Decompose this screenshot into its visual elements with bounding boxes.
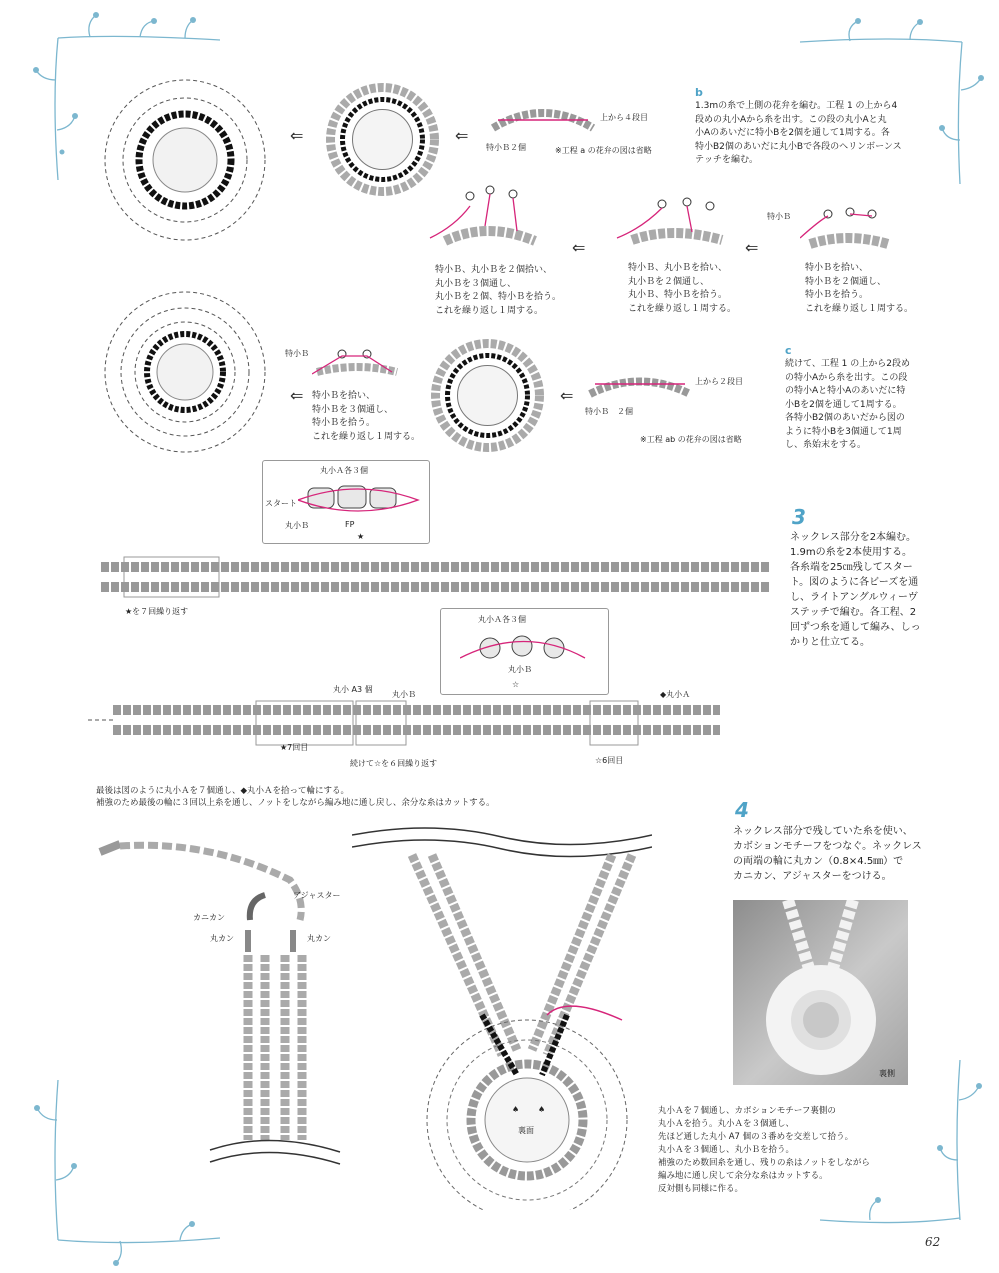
label-white-star-6: ☆6回目 <box>595 756 624 765</box>
label-star-repeat: ★を７回繰り返す <box>125 607 189 616</box>
bead-detail-star <box>298 478 423 518</box>
label-maru-b: 丸小Ｂ <box>285 521 309 530</box>
label-start: スタート <box>265 499 297 508</box>
label-diamond-maru-a: ◆丸小Ａ <box>660 690 691 699</box>
label-tokusho-b-arrow-2: 特小Ｂ <box>285 349 309 358</box>
label-fp: FP <box>345 520 355 529</box>
label-continue-repeat: 続けて☆を６回繰り返す <box>350 759 438 768</box>
step-4-number: 4 <box>735 798 749 822</box>
label-marukan-right: 丸カン <box>307 934 331 943</box>
step-3-text: ネックレス部分を2本編む。 1.9mの糸を2本使用する。 各糸端を25㎝残してスター ト。図のように各ビーズを通 し、ライトアングルウィーヴ ステッチで編む。各工程、2 回ずつ糸を通して編み、しっ かりと仕立てる。 <box>790 532 921 648</box>
spade-marker-b: ♠ <box>538 1105 546 1114</box>
label-kanikan: カニカン <box>193 913 225 922</box>
step-c-label: c <box>785 344 792 357</box>
petal-diagram-2 <box>612 188 732 250</box>
label-from-top-2: 上から２段目 <box>695 377 743 386</box>
necklace-strand-2 <box>88 698 728 748</box>
label-star: ★ <box>357 532 365 541</box>
label-maru-b3: 丸小Ｂ <box>392 690 416 699</box>
arrow-symbol: ⇐ <box>290 126 304 145</box>
clasp-diagram <box>90 830 355 1180</box>
label-maru-a-3: 丸小Ａ各３個 <box>320 466 368 475</box>
arrow-symbol: ⇐ <box>455 126 469 145</box>
petal-diagram-3 <box>425 176 550 251</box>
bead-row-diagram-2 <box>585 364 695 404</box>
note-ab: ※工程 ab の花弁の図は省略 <box>640 435 742 444</box>
label-back-photo: 裏側 <box>879 1069 895 1078</box>
instruction-2: 特小Ｂ、丸小Ｂを拾い、 丸小Ｂを２個通し、 丸小Ｂ、特小Ｂを拾う。 これを繰り返し１周する。 <box>628 263 737 314</box>
label-from-top-4: 上から４段目 <box>600 113 648 122</box>
pendant-photo-illustration <box>733 900 908 1085</box>
flower-diagram-large-2 <box>95 282 275 462</box>
label-white-star: ☆ <box>512 680 520 689</box>
label-maru-a3: 丸小 A3 個 <box>333 685 373 694</box>
label-star-7: ★7回目 <box>280 743 309 752</box>
step-c-text: 続けて、工程 1 の上から2段め の特小Aから糸を出す。この段 の特小Aと特小Aのあいだに特 小Bを2個を通して1周する。 各特小B2個のあいだから図の ように特小Bを3個通して1周 し、糸始末をする。 <box>785 359 910 450</box>
label-maru-a-3b: 丸小Ａ各３個 <box>478 615 526 624</box>
spade-marker-a: ♠ <box>512 1105 520 1114</box>
step-b-label: b <box>695 86 703 99</box>
ring-diagram-2 <box>430 338 545 453</box>
step-4-text: ネックレス部分で残していた糸を使い、 カボションモチーフをつなぐ。ネックレス の両端の輪に丸カン（0.8×4.5㎜）で カニカン、アジャスターをつける。 <box>733 826 922 882</box>
ring-diagram-1 <box>325 82 440 197</box>
necklace-strand-1 <box>96 552 776 602</box>
instruction-1: 特小Ｂを拾い、 特小Ｂを２個通し、 特小Ｂを拾う。 これを繰り返し１周する。 <box>805 263 914 314</box>
instruction-4: 特小Ｂを拾い、 特小Ｂを３個通し、 特小Ｂを拾う。 これを繰り返し１周する。 <box>312 391 421 442</box>
instruction-3: 特小Ｂ、丸小Ｂを２個拾い、 丸小Ｂを３個通し、 丸小Ｂを２個、特小Ｂを拾う。 これを繰り返し１周する。 <box>435 265 562 316</box>
arrow-symbol: ⇐ <box>745 238 759 257</box>
step-b-text: 1.3mの糸で上側の花弁を編む。工程 1 の上から4 段めの丸小Aから糸を出す。この段の丸小Aと丸 小Aのあいだに特小Bを2個を通して1周する。各 特小B2個のあいだに丸小Bで各段のヘリンボーンス テッチを編む。 <box>695 101 902 165</box>
arrow-symbol: ⇐ <box>290 386 304 405</box>
final-instruction: 最後は図のように丸小Ａを７個通し、◆丸小Ａを拾って輪にする。 補強のため最後の輪に３回以上糸を通し、ノットをしながら編み地に通し戻し、余分な糸はカットする。 <box>96 786 495 808</box>
label-tokusho-b-2: 特小Ｂ２個 <box>486 143 526 152</box>
petal-diagram-1 <box>800 200 895 255</box>
flower-diagram-large-1 <box>95 70 275 250</box>
petal-diagram-4 <box>312 342 402 382</box>
arrow-symbol: ⇐ <box>560 386 574 405</box>
step-3-number: 3 <box>792 505 806 529</box>
spade-instruction: 丸小Ａを７個通し、カボションモチーフ裏側の 丸小Ａを拾う。丸小Ａを３個通し、 先ほど通した丸小 A7 個の３番めを交差して拾う。 丸小Ａを３個通し、丸小Ｂを拾う。 補強のため数回糸を通し、残りの糸はノットをしながら 編み地に通し戻して余分な糸はカットする。 反対側も同様に作る。 <box>658 1106 870 1194</box>
arrow-symbol: ⇐ <box>572 238 586 257</box>
back-photo <box>733 900 908 1085</box>
pendant-attachment-diagram <box>352 825 652 1210</box>
label-maru-b2: 丸小Ｂ <box>508 665 532 674</box>
label-tokusho-b-arrow: 特小Ｂ <box>767 212 791 221</box>
label-adjuster: アジャスター <box>293 891 341 900</box>
label-tokusho-b-2b: 特小Ｂ ２個 <box>585 407 633 416</box>
label-marukan-left: 丸カン <box>210 934 234 943</box>
page-number: 62 <box>925 1235 941 1249</box>
label-back-face: 裏面 <box>518 1126 534 1135</box>
bead-row-diagram-1 <box>488 98 598 138</box>
note-a: ※工程 a の花弁の図は省略 <box>555 146 652 155</box>
